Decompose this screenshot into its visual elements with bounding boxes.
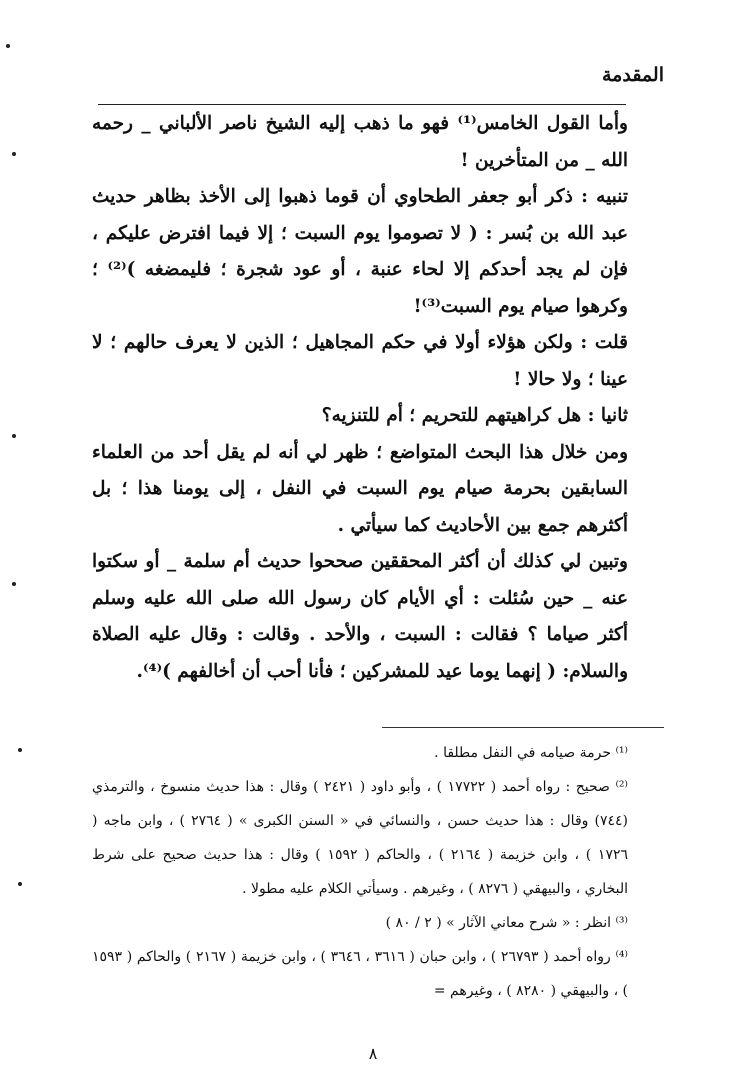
scan-speck — [12, 582, 16, 586]
paragraph: وتبين لي كذلك أن أكثر المحققين صححوا حديث أم سلمة _ أو سكتوا عنه _ حين سُئلت : أي الأيام كان رسول الله صلى الله عليه وسلم أكثر صياما ؟ فقالت : السبت ، والأحد . وقالت : وقال عليه الصلاة والسلام: ( إنهما يوما عيد للمشركين ؛ فأنا أحب أن أخالفهم )⁽⁴⁾. — [92, 551, 628, 682]
footnote-divider — [382, 727, 664, 728]
paragraph: تنبيه : ذكر أبو جعفر الطحاوي أن قوما ذهبوا إلى الأخذ بظاهر حديث عبد الله بن بُسر : ( لا تصوموا يوم السبت ؛ إلا فيما افترض عليكم ، فإن لم يجد أحدكم إلا لحاء عنبة ، أو عود شجرة ؛ فليمضغه )⁽²⁾ ؛ وكرهوا صيام يوم السبت⁽³⁾! — [92, 186, 628, 317]
paragraph: وأما القول الخامس⁽¹⁾ فهو ما ذهب إليه الشيخ ناصر الألباني _ رحمه الله _ من المتأخرين ! — [92, 113, 628, 171]
main-text — [92, 106, 628, 690]
footnotes — [92, 736, 628, 1008]
scan-speck — [18, 882, 22, 886]
scan-speck — [6, 44, 10, 48]
page-number: ٨ — [368, 1044, 378, 1063]
paragraph: ثانيا : هل كراهيتهم للتحريم ؛ أم للتنزيه؟ — [321, 405, 628, 426]
footnote: ⁽³⁾ انظر : « شرح معاني الآثار » ( ٢ / ٨٠ ) — [385, 915, 628, 931]
scan-speck — [18, 748, 22, 752]
scan-speck — [12, 152, 16, 156]
scan-speck — [12, 434, 16, 438]
footnote: ⁽⁴⁾ رواه أحمد ( ٢٦٧٩٣ ) ، وابن حبان ( ٣٦١٦ ، ٣٦٤٦ ) ، وابن خزيمة ( ٢١٦٧ ) والحاكم ( ١٥٩٣ ) ، والبيهقي ( ٨٢٨٠ ) ، وغيرهم = — [92, 949, 628, 999]
page-header-title: المقدمة — [601, 64, 664, 86]
footnote: ⁽²⁾ صحيح : رواه أحمد ( ١٧٧٢٢ ) ، وأبو داود ( ٢٤٢١ ) وقال : هذا حديث منسوخ ، والترمذي (٧٤٤) وقال : هذا حديث حسن ، والنسائي في « السنن الكبرى » ( ٢٧٦٤ ) ، وابن ماجه ( ١٧٢٦ ) ، وابن خزيمة ( ٢١٦٤ ) ، والحاكم ( ١٥٩٢ ) وقال : هذا حديث صحيح على شرط البخاري ، والبيهقي ( ٨٢٧٦ ) ، وغيرهم . وسيأتي الكلام عليه مطولا . — [92, 779, 628, 897]
paragraph: قلت : ولكن هؤلاء أولا في حكم المجاهيل ؛ الذين لا يعرف حالهم ؛ لا عينا ؛ ولا حالا ! — [92, 332, 628, 390]
footnote: ⁽¹⁾ حرمة صيامه في النفل مطلقا . — [434, 745, 628, 761]
header-divider — [98, 104, 626, 105]
paragraph: ومن خلال هذا البحث المتواضع ؛ ظهر لي أنه لم يقل أحد من العلماء السابقين بحرمة صيام يوم السبت في النفل ، إلى يومنا هذا ؛ بل أكثرهم جمع بين الأحاديث كما سيأتي . — [92, 441, 628, 536]
